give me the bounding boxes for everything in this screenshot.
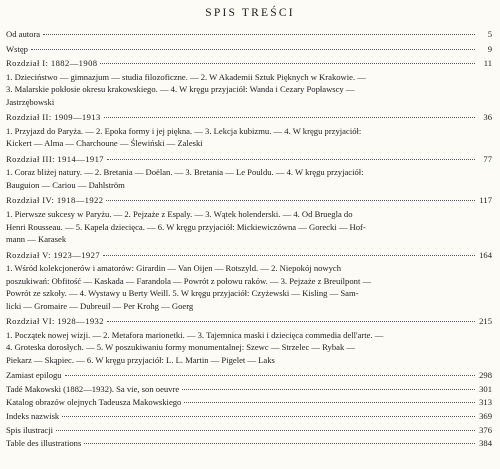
dot-leader xyxy=(182,389,475,390)
entry-label: Rozdział II: 1909—1913 xyxy=(6,112,101,123)
toc-chapter-entry[interactable] xyxy=(6,315,492,329)
entry-label: Rozdział VI: 1928—1932 xyxy=(6,316,104,327)
entry-page: 164 xyxy=(479,249,492,260)
toc-chapter-entry[interactable] xyxy=(6,194,492,208)
desc-line: 1. Początek nowej wizji. — 2. Metafora marionetki. — 3. Tajemnica maski i dziecięca commedia dell'arte. — xyxy=(6,329,384,340)
chapter-description xyxy=(6,329,492,367)
dot-leader xyxy=(62,416,475,417)
dot-leader xyxy=(103,255,475,256)
entry-label: Rozdział V: 1923—1927 xyxy=(6,249,101,260)
dot-leader xyxy=(104,117,475,118)
toc-chapter-entry[interactable] xyxy=(6,111,492,125)
entry-page: 384 xyxy=(479,438,492,449)
entry-label: Od autora xyxy=(6,29,41,39)
entry-page: 117 xyxy=(479,195,492,206)
desc-line: Henri Rousseau. — 5. Kapela dziecięca. — 6. W kręgu przyjaciół: Mickiewiczówna — Gorecki — Hof- xyxy=(6,221,366,232)
toc-chapter-entry[interactable] xyxy=(6,153,492,167)
dot-leader xyxy=(84,443,475,444)
desc-line: 1. Dzieciństwo — gimnazjum — studia filozoficzne. — 2. W Akademii Sztuk Pięknych w Krakowie. — xyxy=(6,71,366,82)
entry-page: 5 xyxy=(487,29,492,39)
desc-line: licki — Gromaire — Dubreuil — Per Krohg — Goerg xyxy=(6,300,194,311)
desc-line: Bauguion — Cariou — Dahlström xyxy=(6,179,125,190)
entry-label: Indeks nazwisk xyxy=(6,411,60,422)
entry-page: 36 xyxy=(483,112,492,123)
dot-leader xyxy=(107,321,475,322)
dot-leader xyxy=(100,63,475,64)
toc-entry[interactable] xyxy=(6,369,492,383)
entry-label: Zamiast epilogu xyxy=(6,370,62,381)
entry-label: Rozdział I: 1882—1908 xyxy=(6,58,98,69)
dot-leader xyxy=(107,159,475,160)
entry-label: Table des illustrations xyxy=(6,438,82,449)
toc-entry[interactable] xyxy=(6,28,492,42)
chapter-description xyxy=(6,166,492,191)
entry-page: 9 xyxy=(487,43,492,54)
entry-page: 298 xyxy=(479,370,492,381)
entry-label: Rozdział IV: 1918—1922 xyxy=(6,195,104,206)
entry-label: Rozdział III: 1914—1917 xyxy=(6,153,104,164)
desc-line: Jastrzębowski xyxy=(6,96,55,107)
entry-page: 313 xyxy=(479,397,492,408)
toc-list xyxy=(0,28,500,451)
chapter-description xyxy=(6,71,492,109)
desc-line: 1. Pierwsze sukcesy w Paryżu. — 2. Pejzaże z Espaly. — 3. Wątek holenderski. — 4. Od Bruegla do xyxy=(6,209,353,220)
entry-page: 301 xyxy=(479,383,492,394)
entry-label: Wstęp xyxy=(6,43,28,54)
entry-label: Spis ilustracji xyxy=(6,424,54,435)
chapter-description xyxy=(6,262,492,312)
entry-page: 11 xyxy=(483,58,492,69)
dot-leader xyxy=(56,430,475,431)
desc-line: Piekarz — Skąpiec. — 6. W kręgu przyjaciół: L. L. Martin — Pigelet — Laks xyxy=(6,354,275,365)
desc-line: 1. Przyjazd do Paryża. — 2. Epoka formy i jej piękna. — 3. Lekcja kubizmu. — 4. W kręgu przyjaciół: xyxy=(6,125,362,136)
chapter-description xyxy=(6,125,492,150)
dot-leader xyxy=(65,375,475,376)
desc-line: 3. Malarskie pokłosie okresu krakowskiego. — 4. W kręgu przyjaciół: Wanda i Cezary Popławscy — xyxy=(6,84,355,95)
toc-entry[interactable] xyxy=(6,437,492,451)
desc-line: mann — Karasek xyxy=(6,234,67,245)
dot-leader xyxy=(184,402,475,403)
entry-page: 215 xyxy=(479,316,492,327)
entry-page: 77 xyxy=(483,153,492,164)
toc-entry[interactable] xyxy=(6,396,492,410)
dot-leader xyxy=(31,49,475,50)
entry-page: 369 xyxy=(479,411,492,422)
entry-page: 376 xyxy=(479,424,492,435)
toc-chapter-entry[interactable] xyxy=(6,57,492,71)
dot-leader xyxy=(43,34,475,35)
toc-entry[interactable] xyxy=(6,383,492,397)
toc-entry[interactable] xyxy=(6,43,492,57)
toc-entry[interactable] xyxy=(6,424,492,438)
desc-line: 4. Groteska dorosłych. — 5. W poszukiwaniu formy monumentalnej: Szewc — Strzelec — Rybak — xyxy=(6,342,355,353)
dot-leader xyxy=(106,200,475,201)
desc-line: Powrót ze szkoły. — 4. Wystawy u Berty Weill. 5. W kręgu przyjaciół: Czyżewski — Kisling — Sam- xyxy=(6,288,359,299)
toc-chapter-entry[interactable] xyxy=(6,249,492,263)
desc-line: 1. Wśród kolekcjonerów i amatorów: Girardin — Van Oijen — Rotszyld. — 2. Niepokój nowych xyxy=(6,263,342,274)
toc-entry[interactable] xyxy=(6,410,492,424)
chapter-description xyxy=(6,208,492,246)
desc-line: poszukiwań: Obfitość — Kaskada — Farandola — Powrót z połowu raków. — 3. Pejzaże z Breuilpont — xyxy=(6,275,372,286)
desc-line: Kickert — Alma — Charchoune — Ślewiński — Zaleski xyxy=(6,138,203,149)
entry-label: Tadé Makowski (1882—1932). Sa vie, son oeuvre xyxy=(6,383,180,394)
entry-label: Katalog obrazów olejnych Tadeusza Makowskiego xyxy=(6,397,182,408)
desc-line: 1. Coraz bliżej natury. — 2. Bretania — Doëlan. — 3. Bretania — Le Pouldu. — 4. W kręgu przyjaciół: xyxy=(6,167,364,178)
page-title: SPIS TREŚCI xyxy=(205,7,295,19)
